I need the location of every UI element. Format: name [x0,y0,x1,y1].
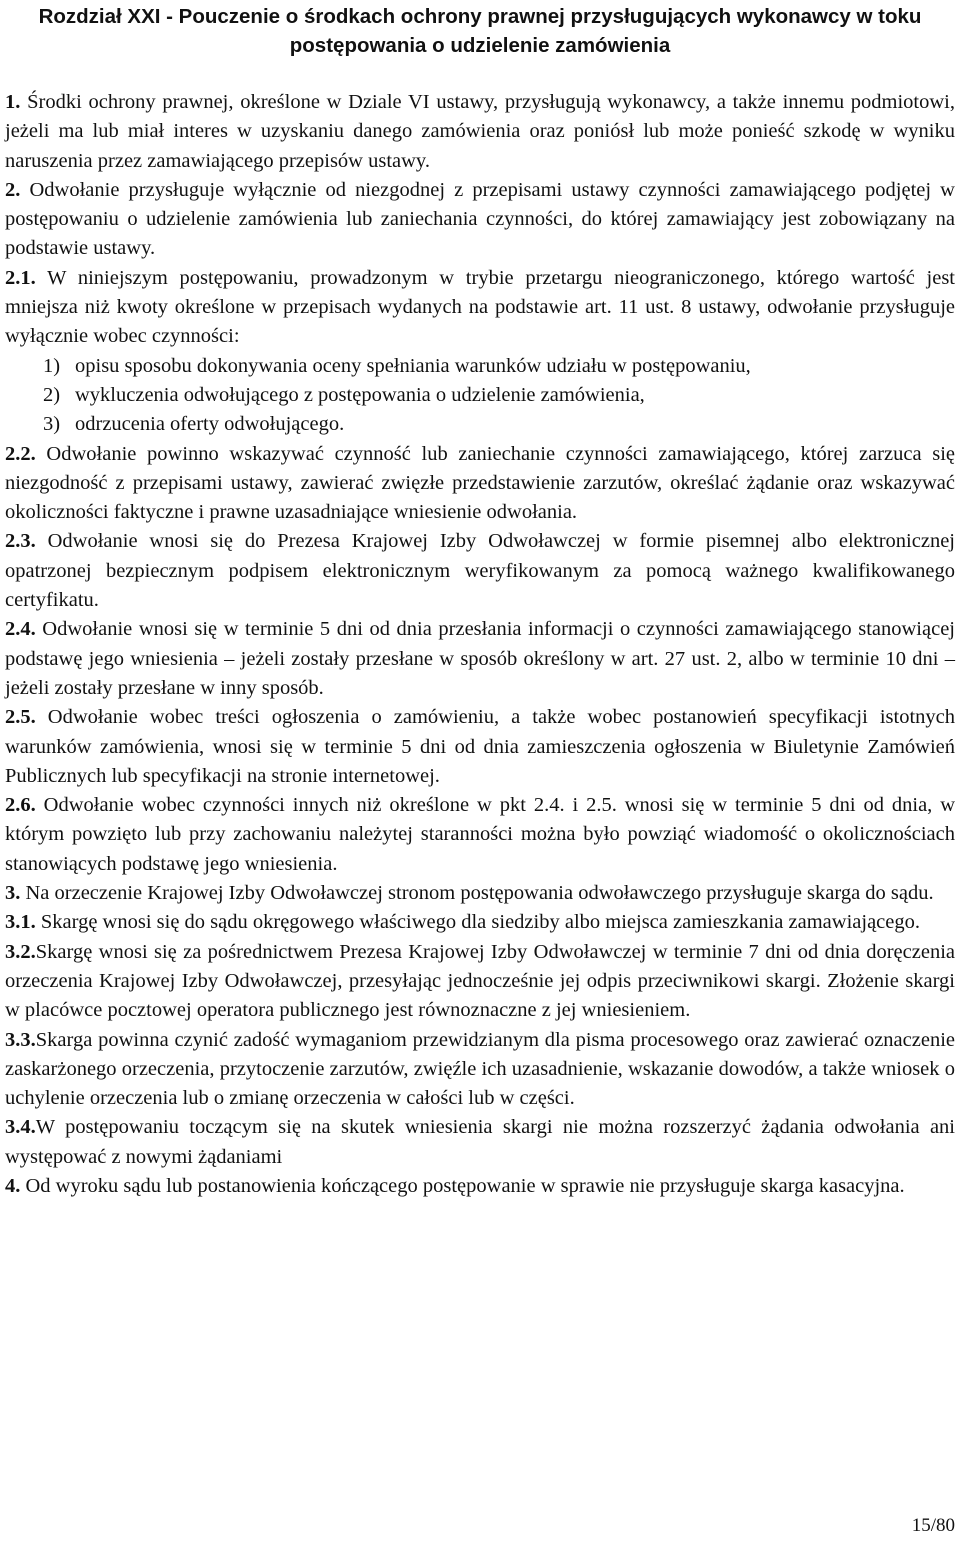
section-4 [5,1172,955,1201]
section-text: Odwołanie powinno wskazywać czynność lub zaniechanie czynności zamawiającego, której zarzuca się niezgodność z przepisami ustawy, zawierać zwięzłe przedstawienie zarzutów, określać żądanie oraz wskazywać okoliczności faktyczne i prawne uzasadniające wniesienie odwołania. [5,442,955,524]
section-text: Od wyroku sądu lub postanowienia kończącego postępowanie w sprawie nie przysługuje skarga kasacyjna. [20,1174,905,1197]
section-text: Odwołanie wnosi się w terminie 5 dni od dnia przesłania informacji o czynności zamawiającego stanowiącej podstawę jego wniesienia – jeżeli zostały przesłane w sposób określony w art. 27 ust. 2, albo w terminie 10 dni – jeżeli zostały przesłane w inny sposób. [5,618,955,699]
section-number: 3.1. [5,911,36,934]
list-item [5,352,955,381]
section-number: 2. [5,178,21,201]
section-number: 4. [5,1174,21,1197]
section-text: Odwołanie przysługuje wyłącznie od niezgodnej z przepisami ustawy czynności zamawiającego podjętej w postępowaniu o udzielenie zamówienia lub zaniechania czynności, do której zamawiający jest zobowiązany na podstawie ustawy. [5,178,955,260]
list-item-text: opisu sposobu dokonywania oceny spełniania warunków udziału w postępowaniu, [75,354,751,377]
list-item [5,381,955,410]
chapter-title: Rozdział XXI - Pouczenie o środkach ochrony prawnej przysługujących wykonawcy w toku postępowania o udzielenie zamówienia [38,5,922,57]
section-number: 2.2. [5,442,36,465]
section-3-3 [5,1026,955,1114]
section-number: 2.5. [5,706,36,729]
document-page [5,0,955,1201]
list-item-text: wykluczenia odwołującego z postępowania o udzielenie zamówienia, [75,383,645,406]
list-item-number: 2) [43,383,61,406]
section-2-6 [5,791,955,879]
section-number: 2.1. [5,266,36,289]
section-text: W niniejszym postępowaniu, prowadzonym w trybie przetargu nieograniczonego, którego wartość jest mniejsza niż kwoty określone w przepisach wydanych na podstawie art. 11 ust. 8 ustawy, odwołanie przysługuje wyłącznie wobec czynności: [5,266,955,348]
section-2-4 [5,615,955,703]
list-item-number: 3) [43,413,61,436]
section-2-1-list [5,352,955,440]
section-number: 1. [5,91,21,113]
section-text: W postępowaniu toczącym się na skutek wniesienia skargi nie można rozszerzyć żądania odwołania ani występować z nowymi żądaniami [5,1116,955,1168]
list-item-text: odrzucenia oferty odwołującego. [75,413,345,436]
section-text: Odwołanie wnosi się do Prezesa Krajowej Izby Odwoławczej w formie pisemnej albo elektronicznej opatrzonej bezpiecznym podpisem elektronicznym weryfikowanym za pomocą ważnego kwalifikowanego certyfikatu. [5,530,955,612]
section-3-1 [5,908,955,937]
section-2 [5,176,955,264]
section-text: Na orzeczenie Krajowej Izby Odwoławczej stronom postępowania odwoławczego przysługuje skarga do sądu. [20,882,934,905]
section-text: Skargę wnosi się do sądu okręgowego właściwego dla siedziby albo miejsca zamieszkania zamawiającego. [35,911,920,934]
section-text: Środki ochrony prawnej, określone w Dziale VI ustawy, przysługują wykonawcy, a także innemu podmiotowi, jeżeli ma lub miał interes w uzyskaniu danego zamówienia oraz poniósł lub może ponieść szkodę w wyniku naruszenia przez zamawiającego przepisów ustawy. [5,91,955,172]
document-body [5,88,955,1201]
section-1 [5,88,955,176]
list-item-number: 1) [43,354,61,377]
section-number: 2.6. [5,794,36,817]
section-2-5 [5,703,955,791]
section-number: 3.3. [5,1028,36,1051]
list-item [5,410,955,439]
page-number: 15/80 [911,1515,955,1536]
section-3 [5,879,955,908]
section-text: Odwołanie wobec treści ogłoszenia o zamówieniu, a także wobec postanowień specyfikacji istotnych warunków zamówienia, wnosi się w terminie 5 dni od dnia zamieszczenia ogłoszenia w Biuletynie Zamówień Publicznych lub specyfikacji na stronie internetowej. [5,706,955,787]
section-3-4 [5,1113,955,1172]
section-2-2 [5,440,955,528]
section-3-2 [5,938,955,1026]
section-number: 3.4. [5,1116,36,1139]
section-text: Odwołanie wobec czynności innych niż określone w pkt 2.4. i 2.5. wnosi się w terminie 5 dni od dnia, w którym powzięto lub przy zachowaniu należytej staranności można było powziąć wiadomość o okolicznościach stanowiących podstawę jego wniesienia. [5,794,955,875]
section-2-3 [5,527,955,615]
section-2-1 [5,264,955,352]
section-text: Skargę wnosi się za pośrednictwem Prezesa Krajowej Izby Odwoławczej w terminie 7 dni od dnia doręczenia orzeczenia Krajowej Izby Odwoławczej, przesyłając jednocześnie jej odpis przeciwnikowi skargi. Złożenie skargi w placówce pocztowej operatora publicznego jest równoznaczne z jej wniesieniem. [5,940,955,1022]
section-number: 3.2. [5,940,36,963]
section-number: 3. [5,882,21,905]
section-text: Skarga powinna czynić zadość wymaganiom przewidzianym dla pisma procesowego oraz zawierać oznaczenie zaskarżonego orzeczenia, przytoczenie zarzutów, zwięźle ich uzasadnienie, wskazanie dowodów, a także wniosek o uchylenie orzeczenia lub o zmianę orzeczenia w całości lub w części. [5,1028,955,1110]
section-number: 2.4. [5,618,36,641]
section-number: 2.3. [5,530,36,553]
